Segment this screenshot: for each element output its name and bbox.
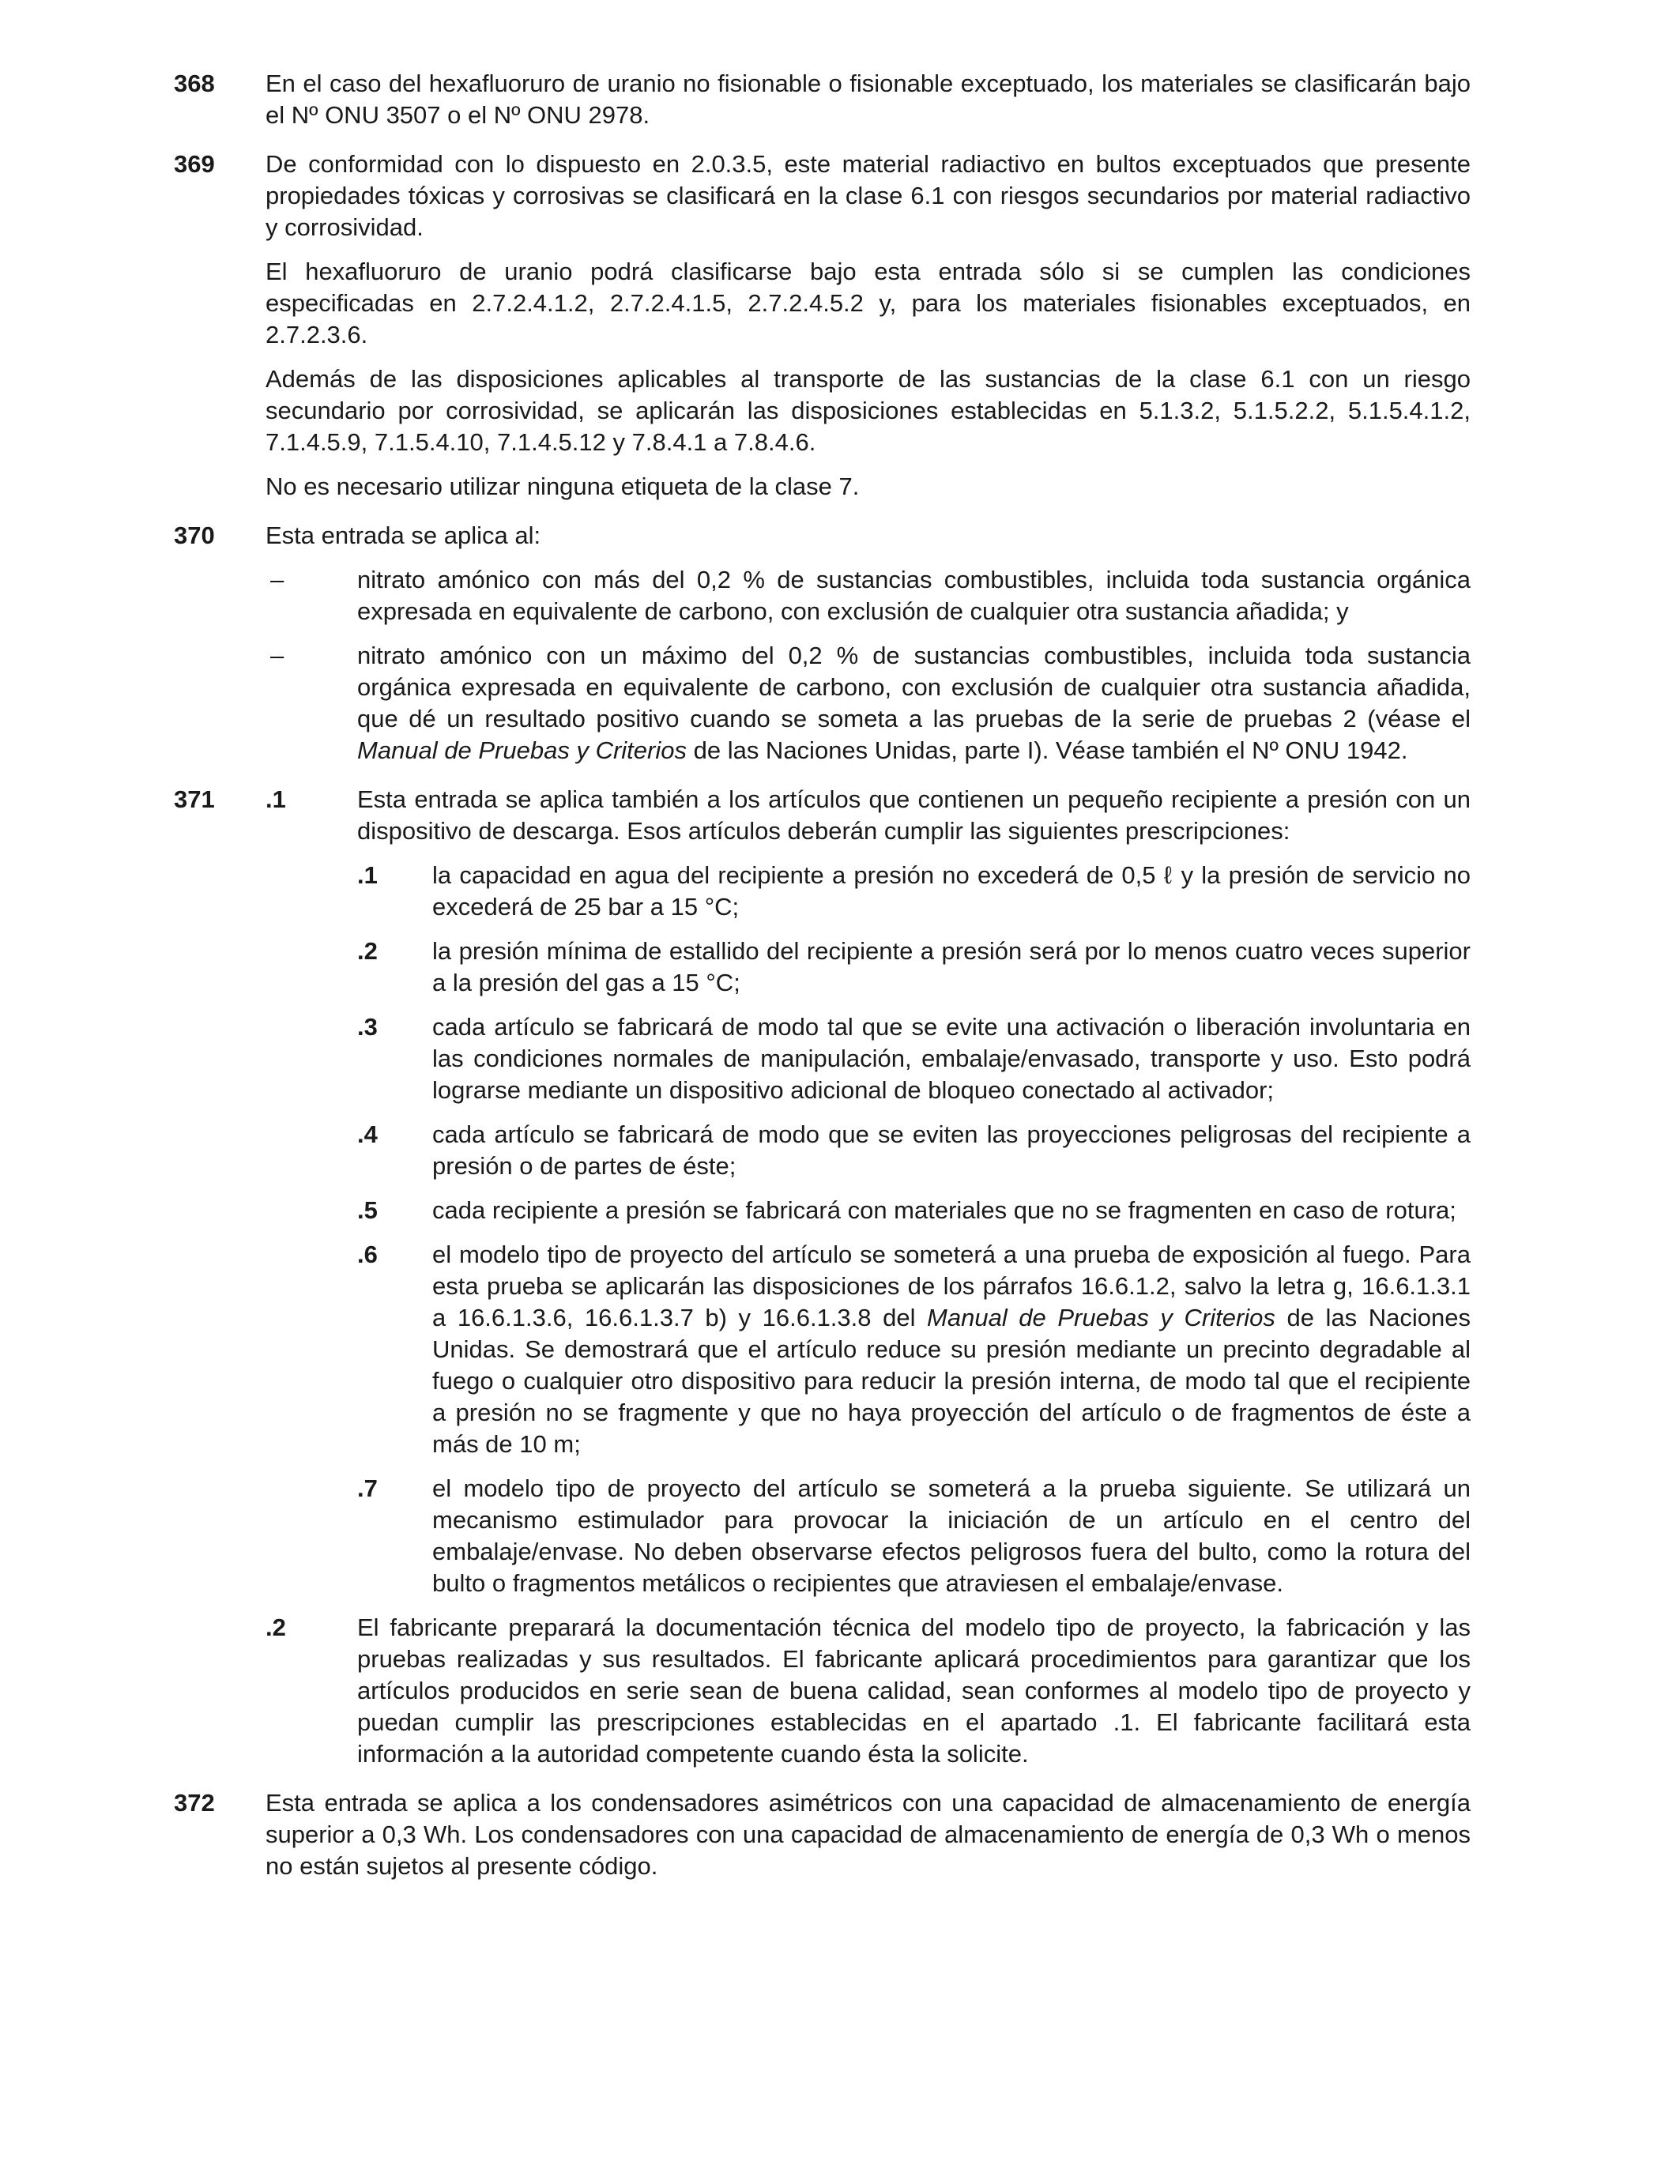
requirement-text: la presión mínima de estallido del recipiente a presión será por lo menos cuatro veces superior a la presión del gas a 15 °C; — [432, 937, 1471, 996]
provision-370 — [174, 520, 1471, 766]
text-run: el modelo tipo de proyecto del artículo se someterá a una prueba de exposición al fuego. Para esta prueba se aplicarán las disposiciones de los párrafos 16.6.1.2, salvo la letra g, 16.6.1.3.1 a 16.6.1.3.6, 16.6.1.3.7 b) y 16.6.1.3.8 del — [432, 1241, 1471, 1331]
text-run: nitrato amónico con un máximo del 0,2 % de sustancias combustibles, incluida toda sustancia orgánica expresada en equivalente de carbono, con exclusión de cualquier otra sustancia añadida, que dé un resultado positivo cuando se someta a las pruebas de la serie de pruebas 2 (véase el — [357, 642, 1471, 732]
text-run: de las Naciones Unidas. Se demostrará que el artículo reduce su presión mediante un precinto degradable al fuego o cualquier otro dispositivo para reducir la presión interna, de modo tal que el recipiente a presión no se fragmente y que no haya proyección del artículo o de fragmentos de éste a más de 10 m; — [432, 1304, 1471, 1458]
requirement-text: la capacidad en agua del recipiente a presión no excederá de 0,5 ℓ y la presión de servicio no excederá de 25 bar a 15 °C; — [432, 861, 1471, 921]
provision-paragraph: Además de las disposiciones aplicables al transporte de las sustancias de la clase 6.1 con un riesgo secundario por corrosividad, se aplicarán las disposiciones establecidas en 5.1.3.2, 5.1.5.2.2, 5.1.5.4.1.2, 7.1.4.5.9, 7.1.5.4.10, 7.1.4.5.12 y 7.8.4.1 a 7.8.4.6. — [266, 365, 1471, 456]
requirement-label: .7 — [357, 1474, 378, 1502]
provision-number: 369 — [174, 150, 215, 178]
requirement-label: .3 — [357, 1013, 378, 1041]
subsection-1 — [266, 784, 1471, 1599]
requirement-item — [357, 1239, 1471, 1460]
dash-marker: – — [270, 642, 284, 669]
requirement-item — [357, 1119, 1471, 1182]
subsection-text: Esta entrada se aplica también a los artículos que contienen un pequeño recipiente a presión con un dispositivo de descarga. Esos artículos deberán cumplir las siguientes prescripciones: — [357, 785, 1471, 845]
requirement-list — [357, 860, 1471, 1599]
requirement-item — [357, 1473, 1471, 1599]
requirement-label: .4 — [357, 1120, 378, 1148]
provision-paragraph: No es necesario utilizar ninguna etiqueta de la clase 7. — [266, 473, 860, 500]
text-run: de las Naciones Unidas, parte I). Véase también el Nº ONU 1942. — [686, 736, 1408, 764]
requirement-label: .6 — [357, 1241, 378, 1268]
provision-number: 372 — [174, 1789, 215, 1817]
dash-list-item — [266, 640, 1471, 766]
provision-paragraph: El hexafluoruro de uranio podrá clasificarse bajo esta entrada sólo si se cumplen las condiciones especificadas en 2.7.2.4.1.2, 2.7.2.4.1.5, 2.7.2.4.5.2 y, para los materiales fisionables exceptuados, en 2.7.2.3.6. — [266, 258, 1471, 348]
provision-368 — [174, 68, 1471, 131]
requirement-item — [357, 936, 1471, 999]
provision-number: 370 — [174, 522, 215, 549]
requirement-item — [357, 860, 1471, 923]
provision-intro: Esta entrada se aplica al: — [266, 522, 541, 549]
dash-item-text: nitrato amónico con más del 0,2 % de sustancias combustibles, incluida toda sustancia orgánica expresada en equivalente de carbono, con exclusión de cualquier otra sustancia añadida; y — [357, 566, 1471, 625]
requirement-label: .5 — [357, 1196, 378, 1224]
requirement-text: el modelo tipo de proyecto del artículo se someterá a la prueba siguiente. Se utilizará un mecanismo estimulador para provocar la iniciación de un artículo en el centro del embalaje/envase. No deben observarse efectos peligrosos fuera del bulto, como la rotura del bulto o fragmentos metálicos o recipientes que atraviesen el embalaje/envase. — [432, 1474, 1471, 1597]
requirement-text: cada artículo se fabricará de modo tal que se evite una activación o liberación involuntaria en las condiciones normales de manipulación, embalaje/envasado, transporte y uso. Esto podrá lograrse mediante un dispositivo adicional de bloqueo conectado al activador; — [432, 1013, 1471, 1104]
provision-paragraph: De conformidad con lo dispuesto en 2.0.3.5, este material radiactivo en bultos exceptuados que presente propiedades tóxicas y corrosivas se clasificará en la clase 6.1 con riesgos secundarios por material radiactivo y corrosividad. — [266, 150, 1471, 241]
requirement-item — [357, 1195, 1471, 1226]
provision-paragraph: En el caso del hexafluoruro de uranio no fisionable o fisionable exceptuado, los materiales se clasificarán bajo el Nº ONU 3507 o el Nº ONU 2978. — [266, 70, 1471, 129]
provision-number: 371 — [174, 785, 215, 813]
requirement-label: .1 — [357, 861, 378, 889]
requirement-text — [432, 1241, 1471, 1458]
dash-marker: – — [270, 566, 284, 593]
italic-title: Manual de Pruebas y Criterios — [357, 736, 687, 764]
subsection-text: El fabricante preparará la documentación técnica del modelo tipo de proyecto, la fabricación y las pruebas realizadas y sus resultados. El fabricante aplicará procedimientos para garantizar que los artículos producidos en serie sean de buena calidad, sean conformes al modelo tipo de proyecto y puedan cumplir las prescripciones establecidas en el apartado .1. El fabricante facilitará esta información a la autoridad competente cuando ésta la solicite. — [357, 1614, 1471, 1768]
dash-list-item — [266, 564, 1471, 627]
provision-number: 368 — [174, 70, 215, 97]
provision-paragraph: Esta entrada se aplica a los condensadores asimétricos con una capacidad de almacenamiento de energía superior a 0,3 Wh. Los condensadores con una capacidad de almacenamiento de energía de 0,3 Wh o menos no están sujetos al presente código. — [266, 1789, 1471, 1880]
subsection-label: .1 — [266, 785, 286, 813]
dash-item-text — [357, 642, 1471, 764]
subsection-2 — [266, 1612, 1471, 1770]
subsection-label: .2 — [266, 1614, 286, 1641]
requirement-label: .2 — [357, 937, 378, 965]
italic-title: Manual de Pruebas y Criterios — [927, 1304, 1275, 1331]
provision-369 — [174, 149, 1471, 503]
requirement-text: cada artículo se fabricará de modo que se eviten las proyecciones peligrosas del recipiente a presión o de partes de éste; — [432, 1120, 1471, 1180]
requirement-item — [357, 1011, 1471, 1106]
provision-372 — [174, 1787, 1471, 1882]
provision-371 — [174, 784, 1471, 1770]
requirement-text: cada recipiente a presión se fabricará con materiales que no se fragmenten en caso de rotura; — [432, 1196, 1456, 1224]
